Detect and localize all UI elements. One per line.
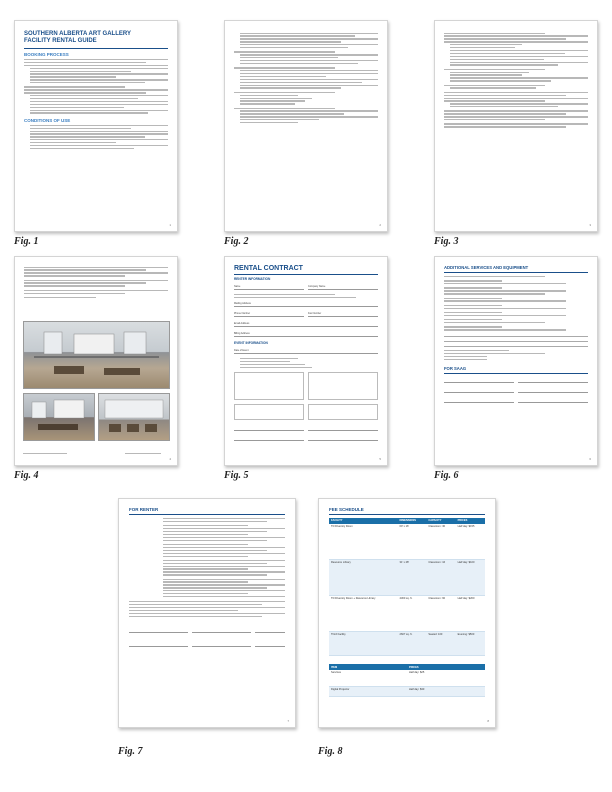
gallery-photo-right bbox=[98, 393, 170, 441]
table-cell: Half day: $100 bbox=[456, 560, 485, 596]
column-header: CAPACITY bbox=[426, 518, 455, 524]
figure-label: Fig. 7 bbox=[118, 746, 143, 757]
phone-label: Phone Number bbox=[234, 312, 251, 316]
items-table bbox=[329, 664, 485, 696]
table-row bbox=[329, 596, 485, 632]
table-row bbox=[329, 670, 485, 686]
mailing-label: Mailing Address bbox=[234, 302, 251, 306]
name-label: Name bbox=[234, 285, 241, 288]
figure-label: Fig. 3 bbox=[434, 236, 459, 247]
table-cell: Half day: $25 bbox=[407, 670, 485, 686]
table-row bbox=[329, 524, 485, 560]
page-title: FEE SCHEDULE bbox=[329, 507, 364, 512]
table-cell: Services bbox=[329, 670, 407, 686]
billing-label: Billing Address bbox=[234, 332, 250, 336]
email-label: Email Address bbox=[234, 322, 250, 326]
table-cell: 4300 sq. ft. bbox=[398, 596, 427, 632]
table-row bbox=[329, 686, 485, 696]
section-heading: BOOKING PROCESS bbox=[24, 52, 69, 57]
page-number: 4 bbox=[169, 457, 171, 461]
page-8 bbox=[318, 498, 496, 728]
figure-label: Fig. 5 bbox=[224, 470, 249, 481]
table-cell: Classroom: 16 bbox=[426, 560, 455, 596]
page-title: SOUTHERN ALBERTA ART GALLERY FACILITY RENTAL GUIDE bbox=[24, 31, 131, 44]
table-row bbox=[329, 560, 485, 596]
table-cell: Half day: $200 bbox=[456, 596, 485, 632]
page-number: 6 bbox=[589, 457, 591, 461]
column-header: DIMENSIONS bbox=[398, 518, 427, 524]
fee-table bbox=[329, 518, 485, 656]
fax-label: Fax Number bbox=[308, 312, 322, 316]
page-number: 5 bbox=[379, 457, 381, 461]
table-cell: Seated: 100 bbox=[426, 632, 455, 656]
table-cell: TD Diversity Room + Resource Library bbox=[329, 596, 398, 632]
page-title: FOR RENTER bbox=[129, 507, 159, 512]
table-cell: Third Facility bbox=[329, 632, 398, 656]
figure-label: Fig. 1 bbox=[14, 236, 39, 247]
table-cell: Classroom: 60 bbox=[426, 596, 455, 632]
page-number: 1 bbox=[169, 223, 171, 227]
table-cell: TD Diversity Room bbox=[329, 524, 398, 560]
page-7 bbox=[118, 498, 296, 728]
column-header: FACILITY bbox=[329, 518, 398, 524]
page-2 bbox=[224, 20, 388, 232]
page-number: 3 bbox=[589, 223, 591, 227]
event-date-label: Date of Event bbox=[234, 349, 249, 353]
table-cell: 60' x 16' bbox=[398, 524, 427, 560]
gallery-photo-large bbox=[23, 321, 170, 389]
page-title: RENTAL CONTRACT bbox=[234, 265, 303, 272]
table-cell: 31' x 28' bbox=[398, 560, 427, 596]
section-heading: FOR SAAG bbox=[444, 366, 467, 372]
company-label: Company Name bbox=[308, 285, 326, 288]
figure-label: Fig. 2 bbox=[224, 236, 249, 247]
table-cell: Digital Projector bbox=[329, 686, 407, 696]
page-number: 2 bbox=[379, 223, 381, 227]
section-heading: CONDITIONS OF USE bbox=[24, 117, 71, 123]
page-3 bbox=[434, 20, 598, 232]
page-4 bbox=[14, 256, 178, 466]
gallery-photo-left bbox=[23, 393, 95, 441]
page-5 bbox=[224, 256, 388, 466]
section-heading: EVENT INFORMATION bbox=[234, 341, 268, 346]
table-cell: Half day: $155 bbox=[456, 524, 485, 560]
figure-label: Fig. 4 bbox=[14, 470, 39, 481]
table-row bbox=[329, 632, 485, 656]
section-heading: RENTER INFORMATION bbox=[234, 277, 271, 281]
column-header: ITEM bbox=[329, 664, 407, 670]
column-header: PRICES bbox=[407, 664, 485, 670]
page-6 bbox=[434, 256, 598, 466]
table-cell: Half day: $30 bbox=[407, 686, 485, 696]
figure-label: Fig. 8 bbox=[318, 746, 343, 757]
table-cell: 2607 sq. ft. bbox=[398, 632, 427, 656]
page-number: 7 bbox=[287, 719, 289, 723]
figure-label: Fig. 6 bbox=[434, 470, 459, 481]
table-cell: Evening: $500 bbox=[456, 632, 485, 656]
page-title: ADDITIONAL SERVICES AND EQUIPMENT bbox=[444, 265, 529, 270]
page-1 bbox=[14, 20, 178, 232]
table-cell: Resource Library bbox=[329, 560, 398, 596]
table-cell: Classroom: 30 bbox=[426, 524, 455, 560]
column-header: PRICES bbox=[456, 518, 485, 524]
page-number: 8 bbox=[487, 719, 489, 723]
